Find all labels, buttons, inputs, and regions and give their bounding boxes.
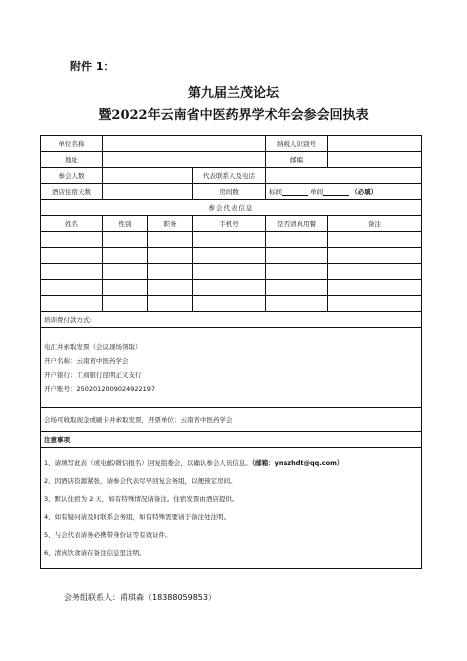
row-section-info xyxy=(41,200,422,216)
section-attendee-info: 参会代表信息 xyxy=(41,200,422,216)
field-tax-id[interactable] xyxy=(328,136,422,152)
label-room-std: 标间 xyxy=(269,188,283,196)
field-hotel-days[interactable] xyxy=(103,184,193,200)
col-halal: 是否清真用餐 xyxy=(266,216,328,232)
blank-room-std[interactable] xyxy=(282,188,308,196)
note-item: 6、清真饮食请在备注信息里注明。 xyxy=(44,549,146,557)
registration-form-table xyxy=(40,135,422,569)
attachment-label: 附件 1： xyxy=(70,60,115,73)
account-number: 开户账号：2502012009024922197 xyxy=(44,384,156,393)
col-phone: 手机号 xyxy=(193,216,266,232)
label-room-count: 房间数 xyxy=(193,184,266,200)
note-item: 5、与会代表请务必携带身份证等有效证件。 xyxy=(44,531,172,539)
label-unit-name: 单位名称 xyxy=(41,136,103,152)
note-item: 2、因酒店资源紧张，请参会代表尽早回复会务组，以便预定房间。 xyxy=(44,477,237,485)
label-room-single: 单间 xyxy=(310,188,324,196)
label-attendee-count: 参会人数 xyxy=(41,168,103,184)
field-address[interactable] xyxy=(103,152,266,168)
row-unit-name xyxy=(41,136,422,152)
document-title-line1: 第九届兰茂论坛 xyxy=(187,86,279,101)
footer-contact: 会务组联系人：甫琪森（18388059853） xyxy=(64,593,216,602)
label-tax-id: 纳税人识别号 xyxy=(266,136,328,152)
attendee-row[interactable] xyxy=(41,280,422,296)
col-gender: 性别 xyxy=(103,216,148,232)
row-notes-title xyxy=(41,432,422,448)
col-remarks: 备注 xyxy=(328,216,422,232)
row-address xyxy=(41,152,422,168)
bank-info-block xyxy=(41,328,422,408)
email-note: （邮箱：ynszhdt@qq.com） xyxy=(251,459,344,467)
field-unit-name[interactable] xyxy=(103,136,266,152)
note-item: 4、如有疑问请及时联系会务组，如有特殊需要请于备注处注明。 xyxy=(44,513,231,521)
account-name: 开户名称：云南省中医药学会 xyxy=(44,356,129,365)
label-fee-method: 培训费付款方式: xyxy=(41,312,422,328)
label-address: 地址 xyxy=(41,152,103,168)
row-attendees xyxy=(41,168,422,184)
row-notes xyxy=(41,448,422,569)
notes-title: 注意事项 xyxy=(41,432,422,448)
document-title-line2: 暨2022年云南省中医药界学术年会参会回执表 xyxy=(98,108,369,123)
note-item: 3、默认住宿为 2 天，如有特殊情况请备注。住宿发票由酒店提供。 xyxy=(44,495,239,503)
blank-room-single[interactable] xyxy=(323,188,349,196)
attendee-row[interactable] xyxy=(41,264,422,280)
col-position: 职务 xyxy=(148,216,193,232)
attendee-row[interactable] xyxy=(41,232,422,248)
label-postcode: 邮编 xyxy=(266,152,328,168)
field-rep-contact[interactable] xyxy=(266,168,422,184)
field-postcode[interactable] xyxy=(328,152,422,168)
row-onsite-payment xyxy=(41,408,422,432)
attendee-header-row xyxy=(41,216,422,232)
row-hotel xyxy=(41,184,422,200)
bank-name: 开户银行：工商银行昆明正义支行 xyxy=(44,370,142,379)
col-name: 姓名 xyxy=(41,216,103,232)
label-rep-contact: 代表联系人及电话 xyxy=(193,168,266,184)
field-attendee-count[interactable] xyxy=(103,168,193,184)
invoice-note: 电汇并索取发票（会议现场领取） xyxy=(44,342,142,351)
onsite-payment-note: 会场可收取现金或刷卡并索取发票，开票单位：云南省中医药学会 xyxy=(41,408,422,432)
label-room-required: （必填） xyxy=(351,188,378,196)
note-item: 1、请填写此表（或电邮/微信报名）回复组委会，以确认参会人员信息。（邮箱：ynszhdt@qq.com） xyxy=(44,459,344,467)
field-room-type[interactable] xyxy=(266,184,422,200)
row-bank-info xyxy=(41,328,422,408)
label-hotel-days: 酒店住宿天数 xyxy=(41,184,103,200)
row-fee-method xyxy=(41,312,422,328)
attendee-row[interactable] xyxy=(41,248,422,264)
notes-block xyxy=(41,448,422,569)
attendee-row[interactable] xyxy=(41,296,422,312)
